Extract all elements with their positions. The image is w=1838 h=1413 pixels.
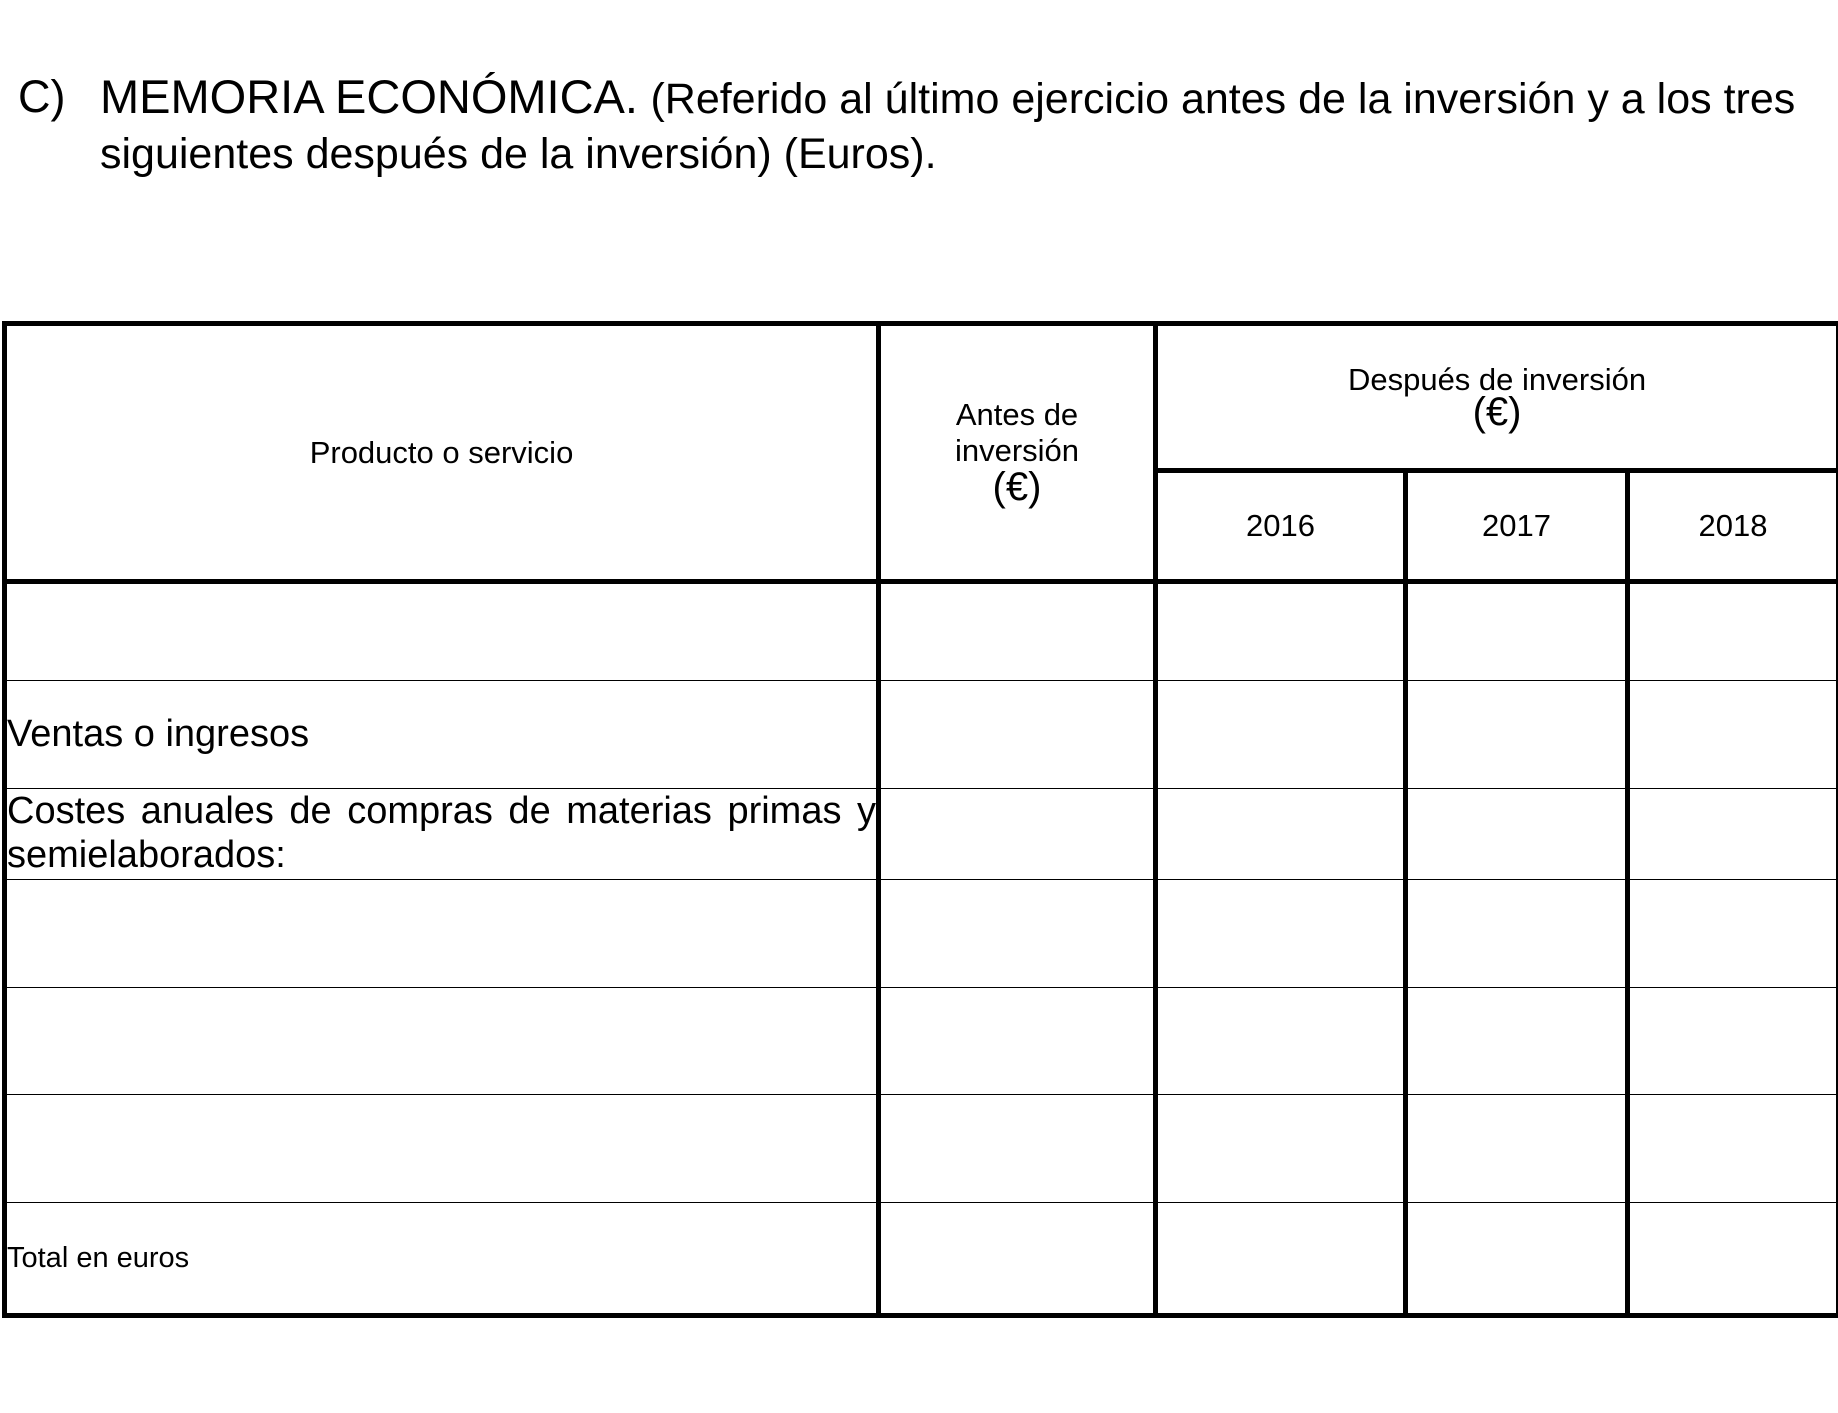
value-cell-2017[interactable] xyxy=(1406,988,1628,1095)
header-after-label: Después de inversión xyxy=(1347,361,1647,397)
row-label-cell[interactable] xyxy=(5,582,879,681)
value-cell-2016[interactable] xyxy=(1156,1095,1406,1203)
header-before-investment xyxy=(879,324,1156,582)
value-cell-before[interactable] xyxy=(879,789,1156,880)
value-cell-2016[interactable] xyxy=(1156,1203,1406,1316)
value-cell-2018[interactable] xyxy=(1628,880,1838,988)
header-year-2018: 2018 xyxy=(1628,471,1838,582)
section-title: MEMORIA ECONÓMICA. xyxy=(100,70,638,123)
row-label-sales: Ventas o ingresos xyxy=(5,681,879,789)
section-subtitle: (Referido al último ejercicio antes de la inversión y a los tres siguientes después de la inversión) (Euros). xyxy=(100,75,1796,178)
row-label-costs: Costes anuales de compras de materias primas y semielaborados: xyxy=(5,789,879,880)
value-cell-before[interactable] xyxy=(879,988,1156,1095)
value-cell-2016[interactable] xyxy=(1156,988,1406,1095)
value-cell-2017[interactable] xyxy=(1406,1203,1628,1316)
value-cell-2017[interactable] xyxy=(1406,1095,1628,1203)
value-cell-2017[interactable] xyxy=(1406,789,1628,880)
row-label-cell[interactable] xyxy=(5,880,879,988)
value-cell-before[interactable] xyxy=(879,681,1156,789)
row-label-cell[interactable] xyxy=(5,1095,879,1203)
value-cell-2017[interactable] xyxy=(1406,681,1628,789)
table-header-row xyxy=(5,324,1838,471)
value-cell-2016[interactable] xyxy=(1156,681,1406,789)
section-heading-text xyxy=(100,70,1800,181)
economic-report-table xyxy=(2,321,1838,1318)
header-before-currency: (€) xyxy=(992,465,1042,509)
row-label-total: Total en euros xyxy=(5,1203,879,1316)
value-cell-before[interactable] xyxy=(879,1095,1156,1203)
table-row xyxy=(5,1095,1838,1203)
value-cell-2016[interactable] xyxy=(1156,789,1406,880)
header-year-2016: 2016 xyxy=(1156,471,1406,582)
header-after-investment xyxy=(1156,324,1838,471)
table-row xyxy=(5,880,1838,988)
value-cell-before[interactable] xyxy=(879,1203,1156,1316)
header-year-2017: 2017 xyxy=(1406,471,1628,582)
value-cell-before[interactable] xyxy=(879,880,1156,988)
value-cell-2018[interactable] xyxy=(1628,681,1838,789)
section-marker: C) xyxy=(18,71,66,122)
header-product: Producto o servicio xyxy=(5,324,879,582)
table-row xyxy=(5,1203,1838,1316)
value-cell-2017[interactable] xyxy=(1406,582,1628,681)
value-cell-before[interactable] xyxy=(879,582,1156,681)
header-before-label: Antes de inversión xyxy=(954,397,1080,468)
value-cell-2017[interactable] xyxy=(1406,880,1628,988)
value-cell-2016[interactable] xyxy=(1156,880,1406,988)
value-cell-2018[interactable] xyxy=(1628,1203,1838,1316)
table-row xyxy=(5,582,1838,681)
value-cell-2016[interactable] xyxy=(1156,582,1406,681)
value-cell-2018[interactable] xyxy=(1628,582,1838,681)
table-row xyxy=(5,789,1838,880)
row-label-cell[interactable] xyxy=(5,988,879,1095)
value-cell-2018[interactable] xyxy=(1628,789,1838,880)
table-row xyxy=(5,988,1838,1095)
value-cell-2018[interactable] xyxy=(1628,988,1838,1095)
header-after-currency: (€) xyxy=(1472,389,1522,434)
value-cell-2018[interactable] xyxy=(1628,1095,1838,1203)
table-row xyxy=(5,681,1838,789)
